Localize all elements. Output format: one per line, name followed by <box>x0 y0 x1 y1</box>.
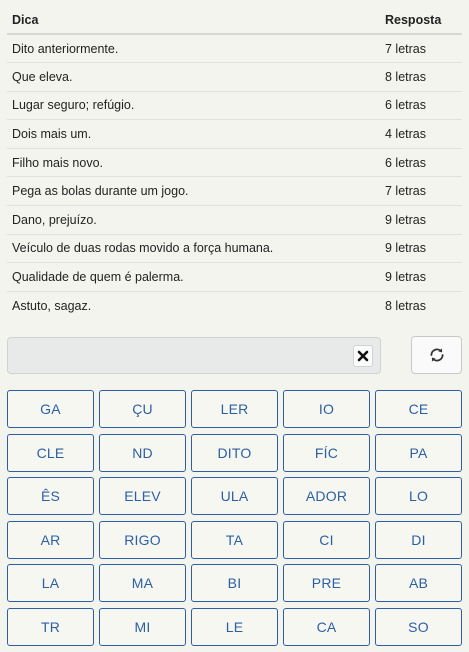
syllable-tile[interactable]: RIGO <box>99 521 186 559</box>
syllable-tile[interactable]: LE <box>191 608 278 646</box>
answer-length: 6 letras <box>378 148 462 177</box>
syllable-tile[interactable]: LA <box>7 564 94 602</box>
table-row <box>7 291 462 320</box>
table-row <box>7 120 462 149</box>
syllable-tile[interactable]: ADOR <box>283 477 370 515</box>
table-row <box>7 177 462 206</box>
answer-length: 6 letras <box>378 91 462 120</box>
clear-button[interactable] <box>353 345 373 367</box>
table-row <box>7 34 462 63</box>
syllable-tile[interactable]: DITO <box>191 434 278 472</box>
clue-text: Dito anteriormente. <box>7 34 378 63</box>
syllable-tile[interactable]: AR <box>7 521 94 559</box>
syllable-tile[interactable]: TR <box>7 608 94 646</box>
clues-header-row <box>7 6 462 34</box>
answer-input[interactable] <box>7 337 381 374</box>
syllable-tile[interactable]: SO <box>375 608 462 646</box>
syllable-tile[interactable]: DI <box>375 521 462 559</box>
syllable-tiles-grid <box>7 390 462 646</box>
answer-length: 8 letras <box>385 298 426 313</box>
header-answer: Resposta <box>378 6 462 34</box>
syllable-tile[interactable]: MI <box>99 608 186 646</box>
syllable-tile[interactable]: TA <box>191 521 278 559</box>
clues-table <box>7 6 462 320</box>
syllable-tile[interactable]: BI <box>191 564 278 602</box>
header-clue: Dica <box>7 6 378 34</box>
syllable-tile[interactable]: CLE <box>7 434 94 472</box>
answer-length: 8 letras <box>378 63 462 92</box>
clue-text: Lugar seguro; refúgio. <box>7 91 378 120</box>
table-row <box>7 234 462 263</box>
refresh-button[interactable] <box>411 336 462 374</box>
clue-text: Que eleva. <box>7 63 378 92</box>
syllable-tile[interactable]: CI <box>283 521 370 559</box>
syllable-tile[interactable]: PA <box>375 434 462 472</box>
syllable-tile[interactable]: LO <box>375 477 462 515</box>
syllable-tile[interactable]: AB <box>375 564 462 602</box>
table-row <box>7 91 462 120</box>
syllable-tile[interactable]: ÊS <box>7 477 94 515</box>
refresh-icon <box>428 346 446 364</box>
syllable-tile[interactable]: PRE <box>283 564 370 602</box>
clue-text: Qualidade de quem é palerma. <box>7 263 378 292</box>
answer-length: 9 letras <box>378 234 462 263</box>
answer-length: 7 letras <box>378 34 462 63</box>
clue-text: Dano, prejuízo. <box>7 206 378 235</box>
clue-text: Dois mais um. <box>7 120 378 149</box>
answer-length: 7 letras <box>378 177 462 206</box>
table-row <box>7 206 462 235</box>
close-x-icon <box>357 350 369 362</box>
syllable-tile[interactable]: MA <box>99 564 186 602</box>
syllable-tile[interactable]: FÍC <box>283 434 370 472</box>
clue-text: Pega as bolas durante um jogo. <box>7 177 378 206</box>
answer-length: 4 letras <box>378 120 462 149</box>
table-row <box>7 148 462 177</box>
clue-text: Astuto, sagaz. <box>12 298 92 313</box>
table-row <box>7 63 462 92</box>
syllable-tile[interactable]: ELEV <box>99 477 186 515</box>
table-row <box>7 263 462 292</box>
answer-length: 9 letras <box>378 206 462 235</box>
syllable-tile[interactable]: IO <box>283 390 370 428</box>
syllable-tile[interactable]: CE <box>375 390 462 428</box>
syllable-tile[interactable]: CA <box>283 608 370 646</box>
clue-text: Veículo de duas rodas movido a força humana. <box>7 234 378 263</box>
answer-length: 9 letras <box>378 263 462 292</box>
syllable-tile[interactable]: ND <box>99 434 186 472</box>
clue-text: Filho mais novo. <box>7 148 378 177</box>
syllable-tile[interactable]: ULA <box>191 477 278 515</box>
syllable-tile[interactable]: GA <box>7 390 94 428</box>
syllable-tile[interactable]: ÇU <box>99 390 186 428</box>
syllable-tile[interactable]: LER <box>191 390 278 428</box>
